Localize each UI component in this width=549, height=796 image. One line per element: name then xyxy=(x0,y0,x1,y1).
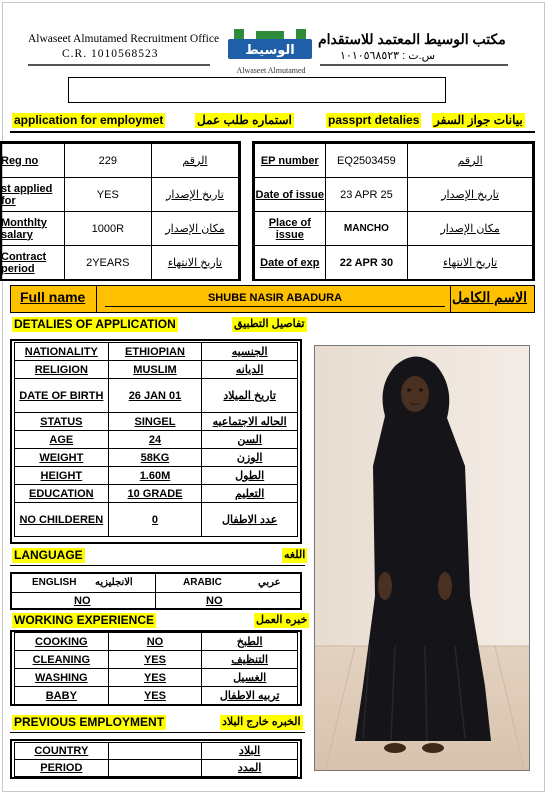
issue-place-ar: مكان الإصدار xyxy=(408,212,533,246)
full-name-label-ar: الاسم الكامل xyxy=(452,289,528,305)
blank-field-box xyxy=(68,77,446,103)
table-row xyxy=(15,343,298,361)
table-row xyxy=(15,687,298,705)
reg-no-label: Reg no xyxy=(1,144,65,178)
salary-label: Monthlty salary xyxy=(1,212,65,246)
full-name-divider-left xyxy=(96,286,97,312)
experience-table xyxy=(14,632,298,705)
children-label: NO CHILDEREN xyxy=(15,503,109,537)
education-ar: التعليم xyxy=(202,485,298,503)
religion-value: MUSLIM xyxy=(108,361,202,379)
status-value: SINGEL xyxy=(108,413,202,431)
issue-place-value: MANCHO xyxy=(325,212,408,246)
contract-label: Contract period xyxy=(1,246,65,280)
full-name-divider-right xyxy=(450,286,451,312)
table-row xyxy=(15,633,298,651)
logo-caption: Alwaseet Almutamed xyxy=(236,66,306,75)
applied-for-value: YES xyxy=(64,178,151,212)
language-col-divider xyxy=(155,574,156,608)
office-name-ar: مكتب الوسيط المعتمد للاستقدام xyxy=(318,31,506,47)
svg-text:الوسيط: الوسيط xyxy=(245,43,295,58)
contract-value: 2YEARS xyxy=(64,246,151,280)
cr-number-ar: س.ت : ١٠١٠٥٦٨٥٢٣ xyxy=(340,50,436,62)
country-label: COUNTRY xyxy=(15,743,109,760)
applied-for-label: st applied for xyxy=(1,178,65,212)
table-row xyxy=(255,212,533,246)
table-row xyxy=(15,669,298,687)
issue-place-label: Place of issue xyxy=(255,212,326,246)
cleaning-value: YES xyxy=(108,651,202,669)
issue-date-label: Date of issue xyxy=(255,178,326,212)
previous-title-ar: الخبره خارج البلاد xyxy=(222,716,301,728)
passport-table xyxy=(254,143,533,280)
table-row xyxy=(1,178,239,212)
dob-label: DATE OF BIRTH xyxy=(15,379,109,413)
table-row xyxy=(15,413,298,431)
table-row xyxy=(15,743,298,760)
period-value xyxy=(108,760,202,777)
weight-ar: الوزن xyxy=(202,449,298,467)
table-row xyxy=(15,760,298,777)
english-label-ar: الانجليزيه xyxy=(95,577,133,588)
application-table xyxy=(0,143,239,280)
children-ar: عدد الاطفال xyxy=(202,503,298,537)
country-value xyxy=(108,743,202,760)
table-row xyxy=(15,467,298,485)
cooking-label: COOKING xyxy=(15,633,109,651)
nationality-value: ETHIOPIAN xyxy=(108,343,202,361)
full-name-label-en: Full name xyxy=(20,289,86,305)
issue-date-ar: تاريخ الإصدار xyxy=(408,178,533,212)
arabic-label-ar: عربي xyxy=(258,577,281,588)
period-ar: المدد xyxy=(202,760,298,777)
table-row xyxy=(1,246,239,280)
ep-number-label: EP number xyxy=(255,144,326,178)
applicant-photo xyxy=(314,345,530,771)
religion-ar: الديانه xyxy=(202,361,298,379)
full-name-value: SHUBE NASIR ABADURA xyxy=(105,292,445,307)
ep-number-value: EQ2503459 xyxy=(325,144,408,178)
reg-no-value: 229 xyxy=(64,144,151,178)
weight-label: WEIGHT xyxy=(15,449,109,467)
table-row xyxy=(15,485,298,503)
dob-ar: تاريخ الميلاد xyxy=(202,379,298,413)
religion-label: RELIGION xyxy=(15,361,109,379)
table-row xyxy=(15,449,298,467)
issue-date-value: 23 APR 25 xyxy=(325,178,408,212)
table-row xyxy=(15,379,298,413)
table-row xyxy=(15,651,298,669)
cooking-ar: الطبخ xyxy=(202,633,298,651)
arabic-label-en: ARABIC xyxy=(183,577,222,588)
english-value: NO xyxy=(74,595,91,607)
education-label: EDUCATION xyxy=(15,485,109,503)
age-label: AGE xyxy=(15,431,109,449)
office-name-en: Alwaseet Almutamed Recruitment Office xyxy=(28,33,220,45)
applied-for-ar: تاريخ الإصدار xyxy=(151,178,238,212)
reg-no-ar: الرقم xyxy=(151,144,238,178)
baby-label: BABY xyxy=(15,687,109,705)
contract-ar: تاريخ الانتهاء xyxy=(151,246,238,280)
table-row xyxy=(255,178,533,212)
salary-ar: مكان الإصدار xyxy=(151,212,238,246)
language-divider xyxy=(12,592,300,593)
table-row xyxy=(255,144,533,178)
expiry-date-value: 22 APR 30 xyxy=(325,246,408,280)
baby-value: YES xyxy=(108,687,202,705)
nationality-ar: الجنسيه xyxy=(202,343,298,361)
details-title-ar: تفاصيل التطبيق xyxy=(234,318,305,330)
cleaning-label: CLEANING xyxy=(15,651,109,669)
country-ar: البلاد xyxy=(202,743,298,760)
washing-value: YES xyxy=(108,669,202,687)
ep-number-ar: الرقم xyxy=(408,144,533,178)
baby-ar: تربيه الاطفال xyxy=(202,687,298,705)
nationality-label: NATIONALITY xyxy=(15,343,109,361)
english-label-en: ENGLISH xyxy=(32,577,77,588)
age-value: 24 xyxy=(108,431,202,449)
washing-label: WASHING xyxy=(15,669,109,687)
status-ar: الحاله الاجتماعيه xyxy=(202,413,298,431)
table-row xyxy=(15,361,298,379)
cooking-value: NO xyxy=(108,633,202,651)
table-row xyxy=(1,212,239,246)
details-title-en: DETALIES OF APPLICATION xyxy=(14,317,176,331)
salary-value: 1000R xyxy=(64,212,151,246)
table-row xyxy=(15,503,298,537)
cleaning-ar: التنظيف xyxy=(202,651,298,669)
height-ar: الطول xyxy=(202,467,298,485)
cr-number-en: C.R. 1010568523 xyxy=(62,48,159,60)
period-label: PERIOD xyxy=(15,760,109,777)
status-label: STATUS xyxy=(15,413,109,431)
header-rule-right xyxy=(320,64,508,66)
details-table xyxy=(14,342,298,537)
table-row xyxy=(255,246,533,280)
previous-table xyxy=(14,742,298,777)
language-title-en: LANGUAGE xyxy=(14,548,83,562)
application-title-ar: استماره طلب عمل xyxy=(197,113,292,127)
table-row xyxy=(1,144,239,178)
height-value: 1.60M xyxy=(108,467,202,485)
passport-title-ar: بيانات جواز السفر xyxy=(434,113,523,127)
previous-title-en: PREVIOUS EMPLOYMENT xyxy=(14,715,165,729)
header-rule-left xyxy=(28,64,210,66)
application-title-en: application for employmet xyxy=(14,113,164,127)
height-label: HEIGHT xyxy=(15,467,109,485)
age-ar: السن xyxy=(202,431,298,449)
children-value: 0 xyxy=(108,503,202,537)
expiry-date-label: Date of exp xyxy=(255,246,326,280)
weight-value: 58KG xyxy=(108,449,202,467)
table-row xyxy=(15,431,298,449)
washing-ar: الغسيل xyxy=(202,669,298,687)
experience-title-ar: خبره العمل xyxy=(256,614,308,626)
dob-value: 26 JAN 01 xyxy=(108,379,202,413)
arabic-value: NO xyxy=(206,595,223,607)
section-rule xyxy=(10,131,535,133)
education-value: 10 GRADE xyxy=(108,485,202,503)
language-rule xyxy=(10,565,305,566)
experience-title-en: WORKING EXPERIENCE xyxy=(14,613,155,627)
passport-title-en: passprt detalies xyxy=(328,113,420,127)
previous-rule xyxy=(10,732,305,733)
language-title-ar: اللغه xyxy=(284,549,306,561)
expiry-date-ar: تاريخ الانتهاء xyxy=(408,246,533,280)
